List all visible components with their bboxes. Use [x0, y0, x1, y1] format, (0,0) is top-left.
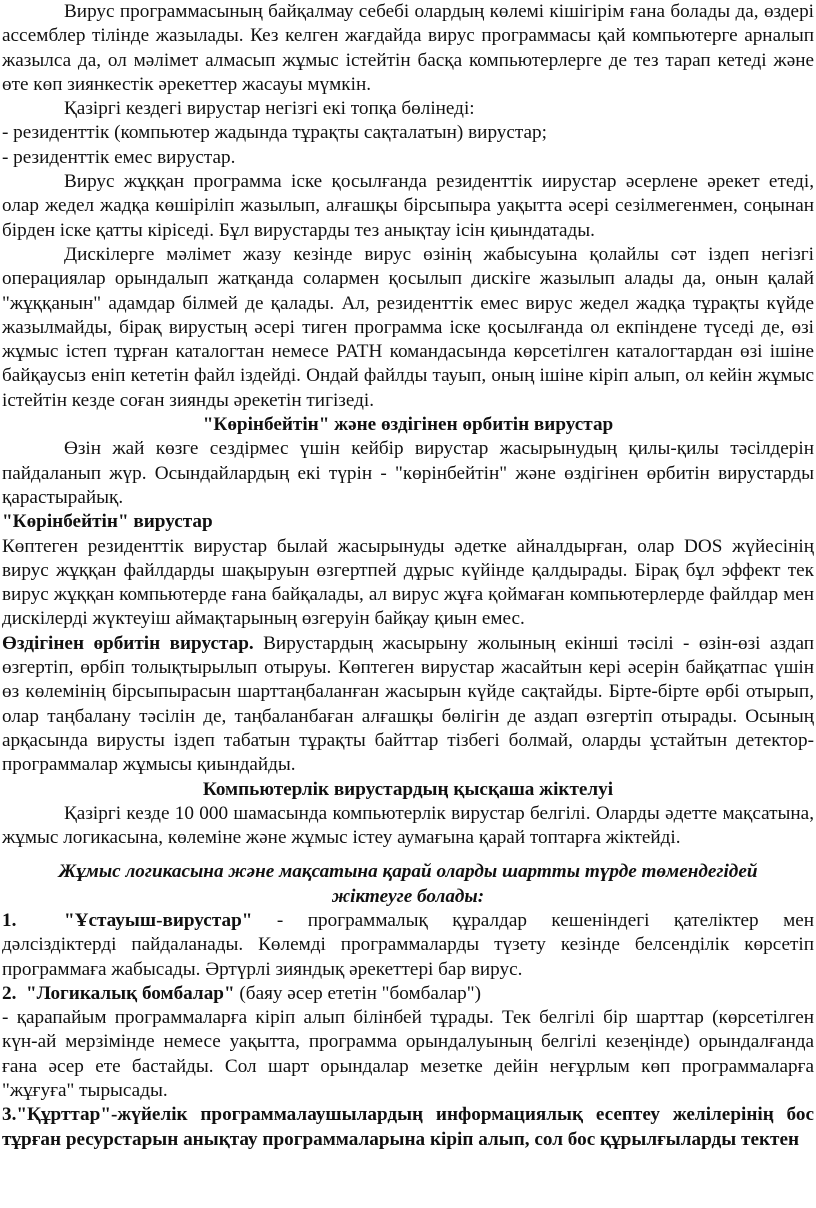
paragraph-groups: Қазіргі кездегі вирустар негізгі екі топқа бөлінеді: [64, 98, 475, 120]
paragraph-classification: Қазіргі кезде 10 000 шамасында компьютерлік вирустар белгілі. Оларды әдетте мақсатына, жұмыс логикасына, көлеміне және жұмыс істеу аумағына қарай топтарға жіктейді. [2, 802, 814, 849]
paragraph-disk-writing: Дискілерге мәлімет жазу кезінде вирус өзінің жабысуына қолайлы сәт іздеп негізгі операциялар орындалып жатқанда солармен қосылып дискіге жазылып алады да, онын қалай "жұққанын" адамдар білмей де қалады. Ал, резиденттік емес вирус жедел жадқа тұрақты күйде жазылмайды, бірақ вирустың әсері тиген программа іске қосылғанда ол екпіндене түседі де, өзі жұмыс істеп тұрған каталогтан немесе PATH командасында көрсетілген каталогтардан өзі ішіне байқаусыз еніп кететін файл іздейді. Ондай файлды тауып, оның ішіне кіріп алып, ол кейін жұмыс істейтін кезде соған зиянды әрекетін тигізеді. [2, 243, 814, 411]
term-worms: 3."Құрттар"- [2, 1104, 118, 1126]
paragraph-logic-bombs: - қарапайым программаларға кіріп алып білінбей тұрады. Тек белгілі бір шарттар (көрсетілген күн-ай мерзімінде немесе уақытта, программа орындалуының белгілі кезеңінде) орындалғанда ғана әсер ете бастайды. Сол шарт орындалар мезетке дейін неғұрлым көп программаларға "жұғуға" тырысады. [2, 1007, 814, 1102]
paragraph-intro: Вирус программасының байқалмау себебі олардың көлемі кішігірім ғана болады да, өздері ассемблер тілінде жазылады. Кез келген жағдайда вирус программасы қай компьютерге арналып жазылса да, ол мәлімет алмасып жұмыс істейтін басқа компьютерлерге де тез тарап кетеді және өте көп зиянкестік әрекеттер жасауы мүмкін. [2, 1, 814, 95]
item-number: 2. [2, 982, 17, 1004]
heading-classification: Компьютерлік вирустардың қысқаша жіктелуі [202, 778, 614, 800]
item-worms [2, 1103, 814, 1152]
term-polymorphic: Өздігінен өрбитін вирустар. [2, 632, 254, 654]
document-page [2, 0, 814, 1152]
list-item-resident: - резиденттік (компьютер жадында тұрақты сақталатын) вирустар; [2, 122, 547, 144]
heading-stealth-polymorphic: "Көрінбейтін" және өздігінен өрбитін вирустар [202, 414, 614, 436]
heading-logic-purpose: Жұмыс логикасына және мақсатына қарай оларды шартты түрде төмендегідей жіктеуге болады: [58, 861, 758, 907]
term-logic-bombs: "Логикалық бомбалар" [25, 982, 235, 1004]
heading-stealth: "Көрінбейтін" вирустар [2, 511, 213, 533]
term-catcher: "Ұстауыш-вирустар" [64, 909, 253, 931]
paragraph-polymorphic [2, 632, 814, 778]
catcher-text: - программалық құралдар кешеніндегі қателіктер мен дәлсіздіктерді пайдаланады. Көлемді программаларды түзету кезінде белсенділік көрсетіп программаға жабысады. Әртүрлі зияндық әрекеттері бар вирус. [2, 909, 814, 980]
paragraph-stealth: Көптеген резиденттік вирустар былай жасырынуды әдетке айналдырған, олар DOS жүйесінің вирус жұққан файлдарды шақыруын өзгертпей дұрыс күйінде қалдырады. Бірақ бұл эффект тек вирус жұққан компьютерде ғана байқалады, ал вирус жұға қоймаған компьютерлерде файлдар мен дискілерді жүктеуіш аймақтарының өзгеруін байқау қиын емес. [2, 535, 814, 630]
item-catcher-viruses [2, 909, 814, 982]
logic-bombs-note: (баяу әсер ететін "бомбалар") [234, 982, 481, 1004]
worms-text: жүйелік программалаушылардың информациялық есептеу желілерінің бос тұрған ресурстарын анықтау программаларына кіріп алып, сол бос құрылғыларды тектен [2, 1104, 814, 1150]
paragraph-hiding: Өзін жай көзге сездірмес үшін кейбір вирустар жасырынудың қилы-қилы тәсілдерін пайдаланып жүр. Осындайлардың екі түрін - "көрінбейтін" және өздігінен өрбитін вирустарды қарастырайық. [2, 438, 814, 508]
item-logic-bombs [2, 982, 814, 1006]
polymorphic-text: Вирустардың жасырыну жолының екінші тәсілі - өзін-өзі аздап өзгертіп, өрбіп толықтырылып отыруы. Көптеген вирустар жасайтын кері әсерін байқатпас үшін өз көлемінің бірсыпырасын шарттаңбаланған жасырын күйде сақтайды. Бірте-бірте өрбі отырып, олар таңбалану тәсілін де, таңбаланбаған алғашқы бөлігін де аздап өзгертіп отырады. Осының арқасында вирусты іздеп табатын тұрақты байттар тізбегі болмай, оларды ұстайтын детектор-программалар жұмысы қиындайды. [2, 632, 814, 776]
paragraph-resident-action: Вирус жұққан программа іске қосылғанда резиденттік иирустар әсерлене әрекет етеді, олар жедел жадқа көшіріліп жазылып, алғашқы бірсыпыра уақытта әсері сезілмегенмен, соңынан бірден іске қатты кіріседі. Бұл вирустарды тез анықтау ісін қиындатады. [2, 171, 814, 241]
item-number: 1. [2, 909, 17, 931]
list-item-nonresident: - резиденттік емес вирустар. [2, 146, 236, 168]
